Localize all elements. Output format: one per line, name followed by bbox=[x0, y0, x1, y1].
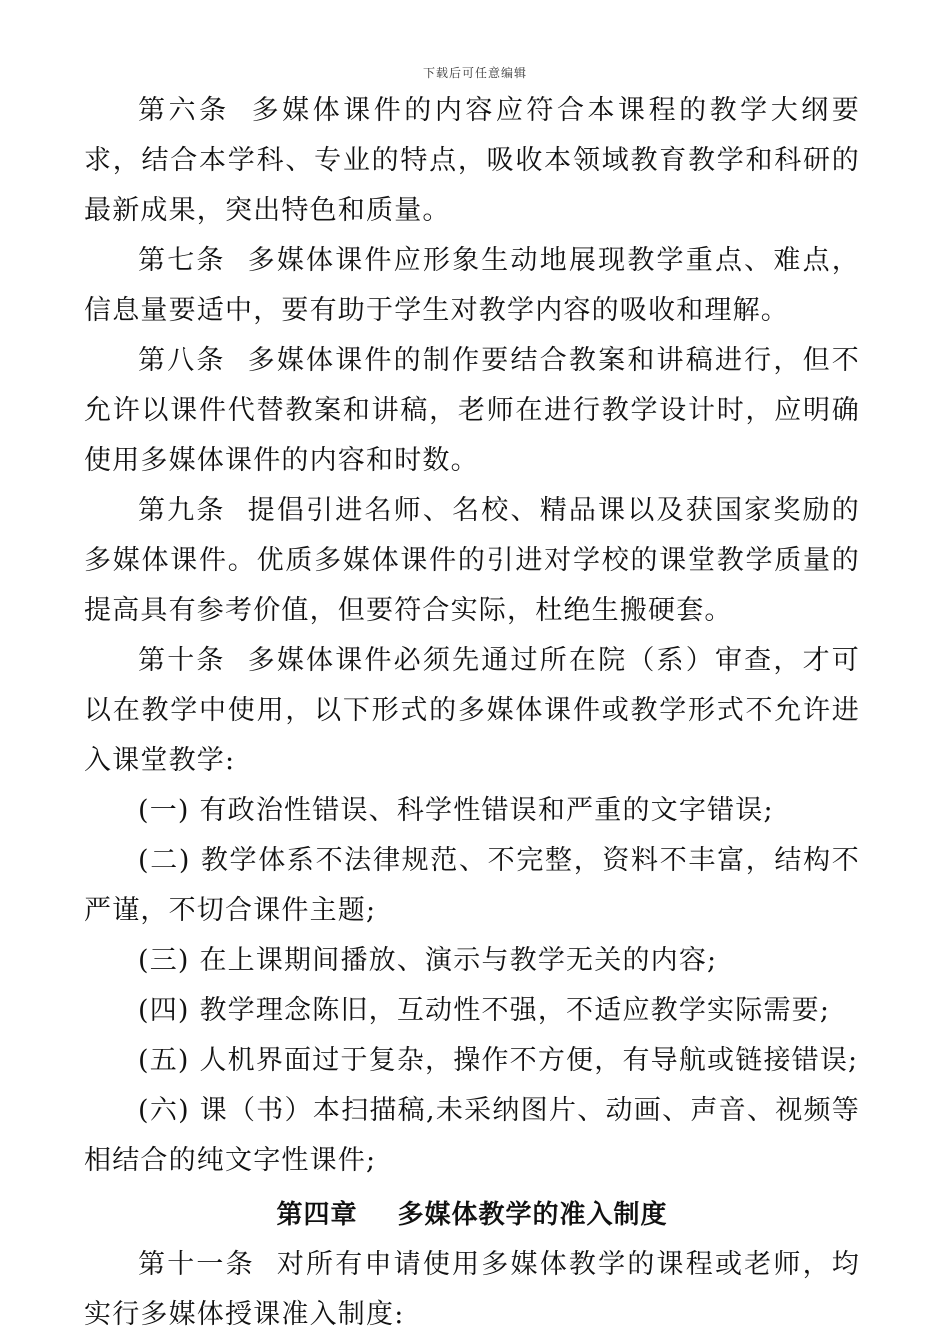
article-text: 多媒体课件应形象生动地展现教学重点、难点，信息量要适中，要有助于学生对教学内容的吸收和理解。 bbox=[84, 245, 860, 326]
list-item-5: (五) 人机界面过于复杂，操作不方便，有导航或链接错误; bbox=[138, 1045, 859, 1076]
article-11 bbox=[84, 1240, 860, 1340]
document-body bbox=[84, 86, 860, 1340]
article-text: 提倡引进名师、名校、精品课以及获国家奖励的多媒体课件。优质多媒体课件的引进对学校的课堂教学质量的提高具有参考价值，但要符合实际，杜绝生搬硬套。 bbox=[84, 495, 860, 626]
list-item-2: (二) 教学体系不法律规范、不完整，资料不丰富，结构不严谨，不切合课件主题; bbox=[84, 845, 860, 926]
list-item-4: (四) 教学理念陈旧，互动性不强，不适应教学实际需要; bbox=[138, 995, 831, 1026]
article-lead: 第七条 bbox=[138, 245, 226, 276]
article-lead: 第八条 bbox=[138, 345, 226, 376]
article-lead: 第十条 bbox=[138, 645, 226, 676]
article-text: 多媒体课件的内容应符合本课程的教学大纲要求，结合本学科、专业的特点，吸收本领域教育教学和科研的最新成果，突出特色和质量。 bbox=[84, 95, 860, 226]
list-item-6: (六) 课（书）本扫描稿,未采纳图片、动画、声音、视频等相结合的纯文字性课件; bbox=[84, 1095, 860, 1176]
article-9 bbox=[84, 486, 860, 636]
article-text: 对所有申请使用多媒体教学的课程或老师，均实行多媒体授课准入制度: bbox=[84, 1249, 860, 1330]
article-7 bbox=[84, 236, 860, 336]
chapter-number: 第四章 bbox=[276, 1200, 358, 1230]
article-lead: 第十一条 bbox=[138, 1249, 255, 1280]
article-text: 多媒体课件必须先通过所在院（系）审查，才可以在教学中使用，以下形式的多媒体课件或教学形式不允许进入课堂教学: bbox=[84, 645, 860, 776]
article-8 bbox=[84, 336, 860, 486]
list-item-1: (一) 有政治性错误、科学性错误和严重的文字错误; bbox=[138, 795, 774, 826]
chapter-heading bbox=[84, 1190, 860, 1240]
article-10 bbox=[84, 636, 860, 786]
list-item-3: (三) 在上课期间播放、演示与教学无关的内容; bbox=[138, 945, 718, 976]
article-lead: 第九条 bbox=[138, 495, 226, 526]
article-text: 多媒体课件的制作要结合教案和讲稿进行，但不允许以课件代替教案和讲稿，老师在进行教学设计时，应明确使用多媒体课件的内容和时数。 bbox=[84, 345, 860, 476]
header-note: 下载后可任意编辑 bbox=[422, 66, 527, 80]
article-6 bbox=[84, 86, 860, 236]
article-lead: 第六条 bbox=[138, 95, 230, 126]
chapter-title: 多媒体教学的准入制度 bbox=[397, 1200, 668, 1230]
